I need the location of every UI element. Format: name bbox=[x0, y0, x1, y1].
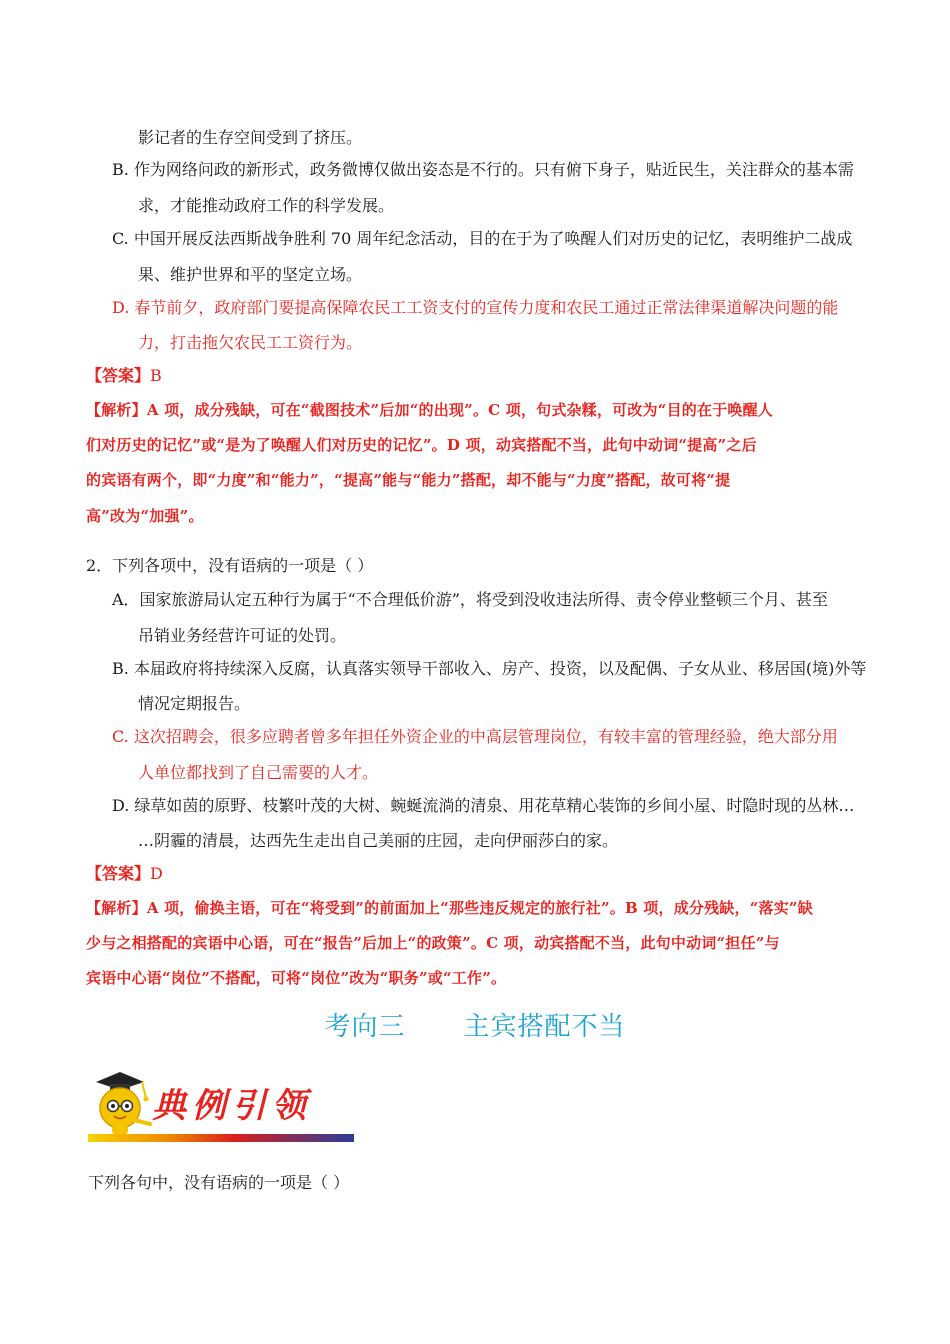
q1-analysis-line3: 的宾语有两个，即“力度”和“能力”，“提高”能与“能力”搭配，却不能与“力度”搭配，故可将“提 bbox=[86, 471, 731, 489]
answer-value: B bbox=[150, 366, 162, 385]
q2-option-c-line2: 人单位都找到了自己需要的人才。 bbox=[138, 763, 379, 782]
q1-analysis-line4: 高”改为“加强”。 bbox=[86, 507, 204, 525]
q1-analysis-line1 bbox=[86, 400, 773, 420]
analysis-text: A 项，成分残缺，可在“截图技术”后加“的出现”。C 项，句式杂糅，可改为“目的在于唤醒人 bbox=[146, 401, 773, 419]
banner-text: 典例引领 bbox=[152, 1086, 312, 1126]
section-title-left: 考向三 bbox=[324, 1012, 406, 1042]
q2-option-d-line1: D. 绿草如茵的原野、枝繁叶茂的大树、蜿蜒流淌的清泉、用花草精心装饰的乡间小屋、时隐时现的丛林… bbox=[112, 796, 855, 815]
q1-option-b-line2: 求，才能推动政府工作的科学发展。 bbox=[138, 196, 395, 215]
q1-option-c-line1: C. 中国开展反法西斯战争胜利 70 周年纪念活动，目的在于为了唤醒人们对历史的记忆，表明维护二战成 bbox=[112, 229, 853, 248]
q1-option-c-line2: 果、维护世界和平的坚定立场。 bbox=[138, 265, 363, 284]
q2-analysis-line3: 宾语中心语“岗位”不搭配，可将“岗位”改为“职务”或“工作”。 bbox=[86, 969, 507, 987]
analysis-label: 【解析】 bbox=[86, 899, 147, 917]
q2-option-d-line2: …阴霾的清晨，达西先生走出自己美丽的庄园，走向伊丽莎白的家。 bbox=[138, 831, 619, 850]
q2-option-c-line1: C. 这次招聘会，很多应聘者曾多年担任外资企业的中高层管理岗位，有较丰富的管理经验，绝大部分用 bbox=[112, 727, 838, 746]
q1-analysis-line2: 们对历史的记忆”或“是为了唤醒人们对历史的记忆”。D 项，动宾搭配不当，此句中动词“提高”之后 bbox=[86, 436, 757, 454]
q2-option-a-line1: A．国家旅游局认定五种行为属于“不合理低价游”，将受到没收违法所得、责令停业整顿三个月、甚至 bbox=[112, 590, 828, 609]
section-title-right: 主宾搭配不当 bbox=[463, 1012, 626, 1042]
q2-analysis-line2: 少与之相搭配的宾语中心语，可在“报告”后加上“的政策”。C 项，动宾搭配不当，此句中动词“担任”与 bbox=[86, 934, 780, 952]
analysis-label: 【解析】 bbox=[86, 401, 147, 419]
example-stem: 下列各句中，没有语病的一项是（ ） bbox=[88, 1173, 350, 1192]
answer-value: D bbox=[150, 864, 163, 883]
example-banner bbox=[88, 1068, 354, 1146]
q1-option-d-line2: 力，打击拖欠农民工工资行为。 bbox=[138, 333, 363, 352]
banner-gradient-bar bbox=[88, 1134, 354, 1142]
q1-option-a-continuation: 影记者的生存空间受到了挤压。 bbox=[138, 128, 363, 147]
q2-analysis-line1 bbox=[86, 898, 813, 918]
q1-answer bbox=[86, 366, 162, 386]
q2-answer bbox=[86, 864, 163, 884]
answer-label: 【答案】 bbox=[86, 864, 151, 883]
q1-option-b-line1: B. 作为网络问政的新形式，政务微博仅做出姿态是不行的。只有俯下身子，贴近民生，关注群众的基本需 bbox=[112, 160, 854, 179]
analysis-text: A 项，偷换主语，可在“将受到”的前面加上“那些违反规定的旅行社”。B 项，成分残缺，“落实”缺 bbox=[146, 899, 813, 917]
q2-option-b-line1: B. 本届政府将持续深入反腐，认真落实领导干部收入、房产、投资，以及配偶、子女从业、移居国(境)外等 bbox=[112, 659, 867, 678]
q2-stem: 2．下列各项中，没有语病的一项是（ ） bbox=[86, 556, 374, 575]
q2-option-a-line2: 吊销业务经营许可证的处罚。 bbox=[138, 626, 347, 645]
answer-label: 【答案】 bbox=[86, 366, 151, 385]
section-title bbox=[0, 1006, 950, 1043]
q1-option-d-line1: D. 春节前夕，政府部门要提高保障农民工工资支付的宣传力度和农民工通过正常法律渠道解决问题的能 bbox=[112, 298, 839, 317]
q2-option-b-line2: 情况定期报告。 bbox=[138, 694, 251, 713]
